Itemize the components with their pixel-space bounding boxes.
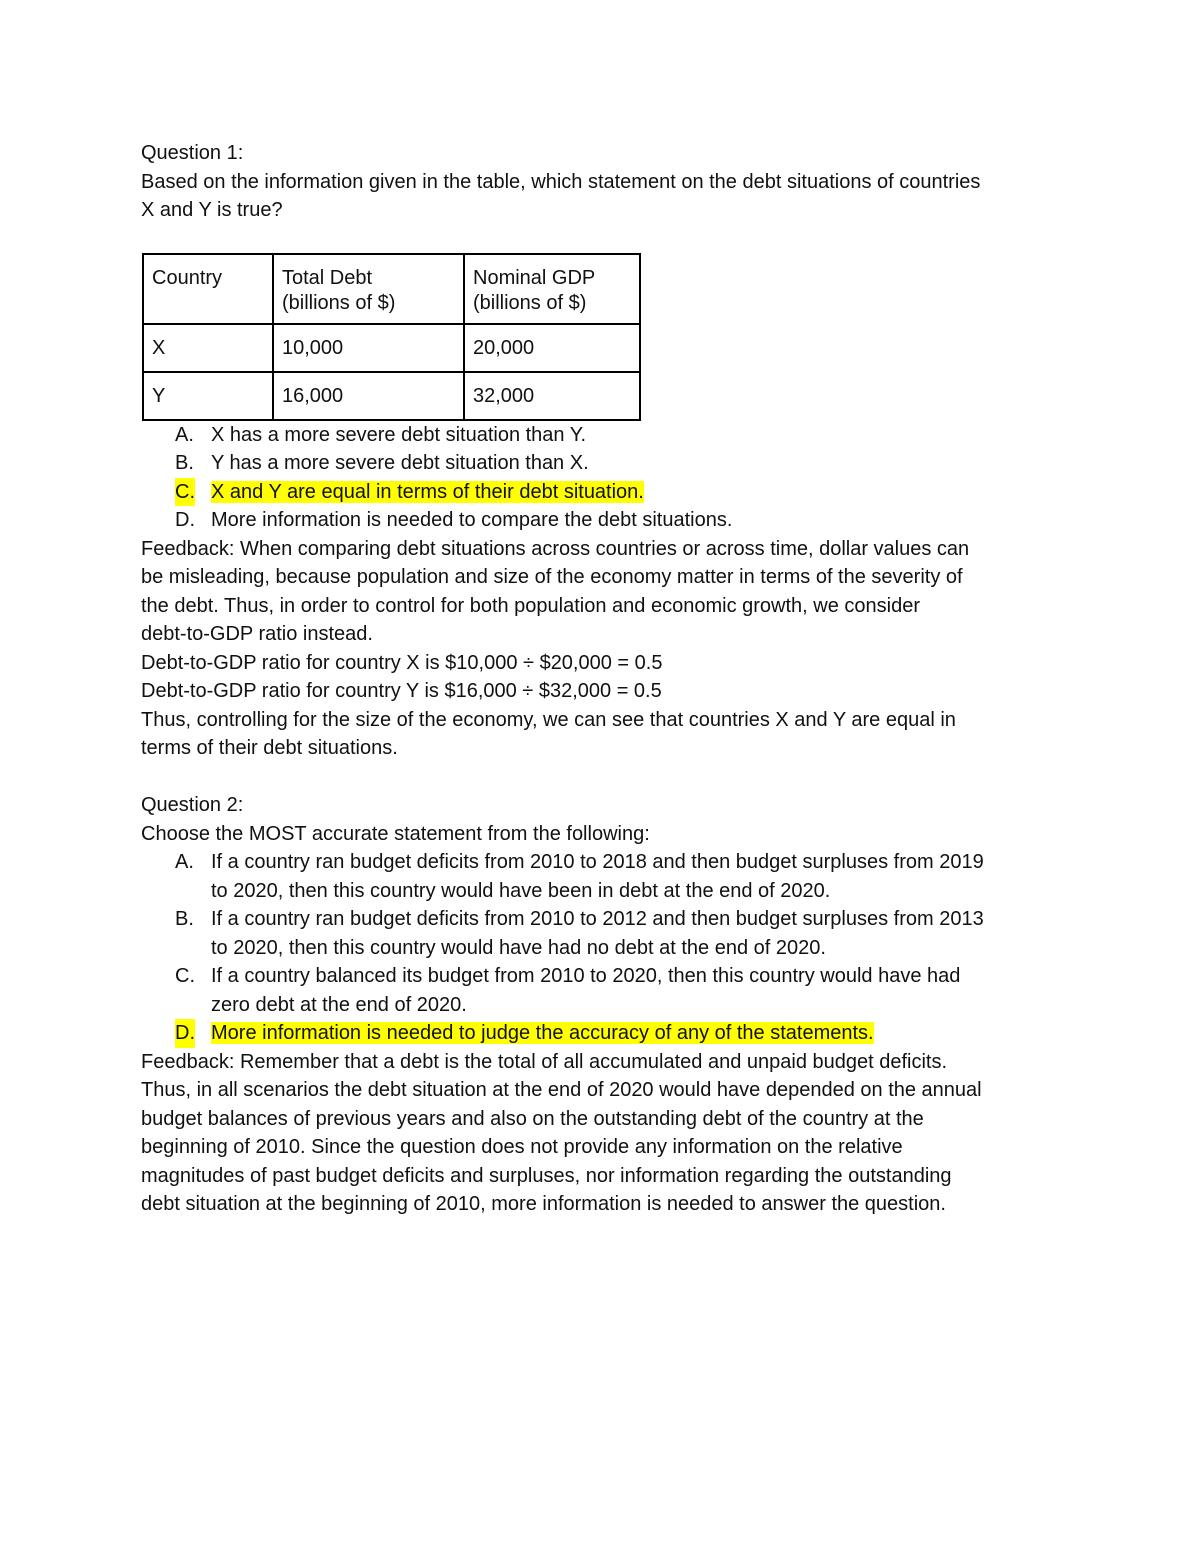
- q1-option-b: B. Y has a more severe debt situation than X.: [175, 452, 589, 474]
- q1-title: Question 1:: [141, 142, 244, 164]
- table-cell: 32,000: [464, 372, 640, 420]
- header-country: Country: [143, 254, 273, 324]
- header-total-debt: Total Debt (billions of $): [273, 254, 464, 324]
- q1-option-a: A. X has a more severe debt situation than Y.: [175, 423, 587, 446]
- table-cell: X: [143, 324, 273, 372]
- table-cell: 10,000: [273, 324, 464, 372]
- q1-option-c-correct: C. X and Y are equal in terms of their debt situation.: [141, 478, 1061, 507]
- header-nominal-gdp: Nominal GDP (billions of $): [464, 254, 640, 324]
- q2-option-c: C. If a country balanced its budget from 2010 to 2020, then this country would have had zero debt at the end of 2020.: [175, 965, 961, 1016]
- q1-feedback: Feedback: When comparing debt situations across countries or across time, dollar values can be misleading, because population and size of the economy matter in terms of the severity of the debt. Thus, in order to control for both population and economic growth, we consider debt-to-GDP ratio instead. Debt-to-GDP ratio for country X is $10,000 ÷ $20,000 = 0.5 Debt-to-GDP ratio for country Y is $16,000 ÷ $32,000 = 0.5 Thus, controlling for the size of the economy, we can see that countries X and Y are equal in terms of their debt situations.: [141, 537, 970, 759]
- table-cell: 20,000: [464, 324, 640, 372]
- q2-feedback: Feedback: Remember that a debt is the total of all accumulated and unpaid budget deficits. Thus, in all scenarios the debt situation at the end of 2020 would have depended on the annual budget balances of previous years and also on the outstanding debt of the country at the beginning of 2010. Since the question does not provide any information on the relative magnitudes of past budget deficits and surpluses, nor information regarding the outstanding debt situation at the beginning of 2010, more information is needed to answer the question.: [141, 1050, 982, 1215]
- q2-option-d-correct: D. More information is needed to judge the accuracy of any of the statements.: [141, 1019, 1061, 1048]
- debt-table: [142, 253, 641, 421]
- q2-option-b: B. If a country ran budget deficits from 2010 to 2012 and then budget surpluses from 2013 to 2020, then this country would have had no debt at the end of 2020.: [175, 908, 984, 959]
- table-row: [143, 324, 640, 372]
- table-row: [143, 372, 640, 420]
- q2-options: [141, 848, 1061, 1048]
- table-header-row: [143, 254, 640, 324]
- q2-option-a: A. If a country ran budget deficits from 2010 to 2018 and then budget surpluses from 2019 to 2020, then this country would have been in debt at the end of 2020.: [175, 851, 984, 902]
- q1-prompt-line-2: X and Y is true?: [141, 199, 283, 221]
- table-cell: Y: [143, 372, 273, 420]
- q2-title: Question 2:: [141, 794, 244, 816]
- table-cell: 16,000: [273, 372, 464, 420]
- q1-options: [141, 421, 1061, 535]
- q1-option-d: D. More information is needed to compare the debt situations.: [175, 509, 733, 531]
- q1-prompt-line-1: Based on the information given in the table, which statement on the debt situations of countries: [141, 170, 981, 193]
- q2-prompt: Choose the MOST accurate statement from the following:: [141, 822, 650, 845]
- document-page: [141, 139, 1061, 1219]
